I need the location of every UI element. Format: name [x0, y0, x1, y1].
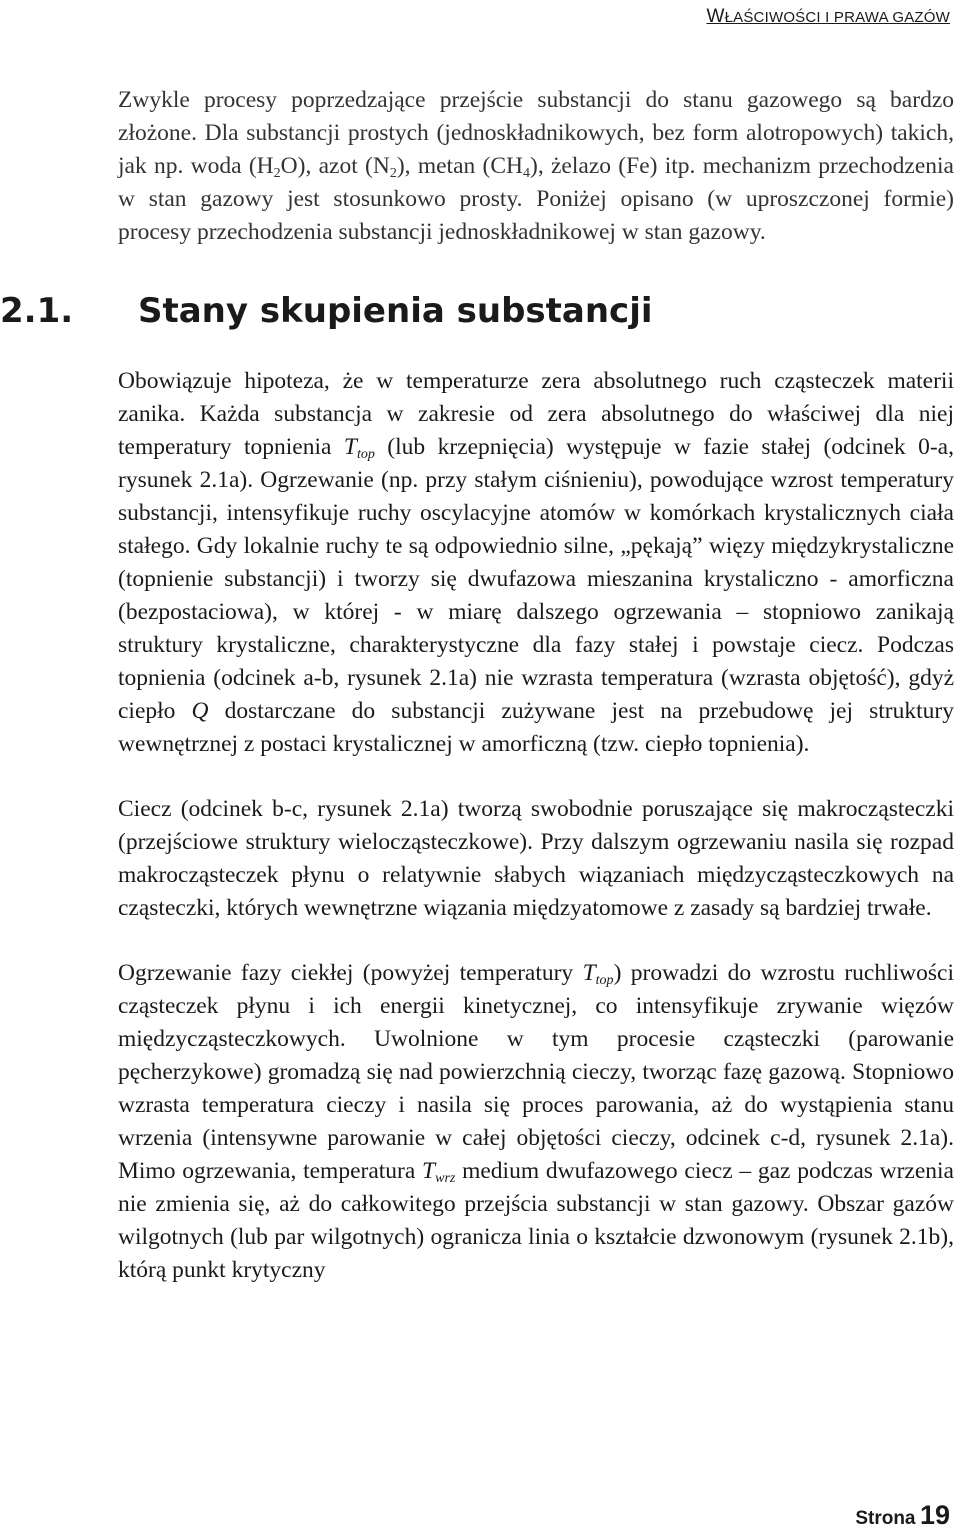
- section-heading: [0, 289, 954, 333]
- text-run: Ogrzewanie fazy ciekłej (powyżej temperatury: [118, 960, 583, 986]
- symbol-Q: Q: [191, 698, 209, 724]
- running-header-rest: ŁAŚCIWOŚCI I PRAWA GAZÓW: [724, 9, 950, 26]
- paragraph-intro: [118, 84, 954, 249]
- symbol-T: T: [582, 960, 596, 986]
- page-content: [0, 84, 954, 1287]
- text-run: dostarczane do substancji zużywane jest na przebudowę jej struktury wewnętrznej z postaci krystalicznej w amorficzną (tzw. ciepło topnienia).: [118, 698, 954, 757]
- text-run: Obowiązuje hipoteza, że w temperaturze zera absolutnego ruch cząsteczek materii zanika. Każda substancja w zakresie od zera absolutnego do właściwej dla niej temperatury topnienia: [118, 368, 954, 460]
- page-label: Strona: [855, 1508, 916, 1529]
- text-run: medium dwufazowego ciecz – gaz podczas wrzenia nie zmienia się, aż do całkowitego przejścia substancji w stan gazowy. Obszar gazów wilgotnych (lub par wilgotnych) ogranicza linia o kształcie dzwonowym (rysunek 2.1b), którą punkt krytyczny: [118, 1158, 954, 1283]
- text-run: (lub krzepnięcia) występuje w fazie stałej (odcinek 0-a, rysunek 2.1a). Ogrzewanie (np. przy stałym ciśnieniu), powodujące wzrost temperatury substancji, intensyfikuje ruchy oscylacyjne atomów w komórkach krystalicznych ciała stałego. Gdy lokalnie ruchy te są odpowiednio silne, „pękają” więzy międzykrystaliczne (topnienie substancji) i tworzy się dwufazowa mieszanina krystaliczno - amorficzna (bezpostaciowa), w której - w miarę dalszego ogrzewania – stopniowo zanikają struktury krystaliczne, charakterystyczne dla fazy stałej i powstaje ciecz. Podczas topnienia (odcinek a-b, rysunek 2.1a) nie wzrasta temperatura (wzrasta objętość), gdyż ciepło: [118, 434, 954, 724]
- text-run: ), metan (CH: [396, 153, 524, 179]
- subscript: 4: [523, 166, 531, 181]
- subscript: 2: [389, 166, 397, 181]
- subscript-top: top: [356, 447, 375, 462]
- text-run: ), żelazo (Fe) itp. mechanizm przechodzenia w stan gazowy jest stosunkowo prosty. Poniżej opisano (w uproszczonej formie) procesy przechodzenia substancji jednoskładnikowej w stan gazowy.: [118, 153, 954, 245]
- paragraph-heating-liquid: [118, 957, 954, 1287]
- paragraph-solid-phase: [118, 365, 954, 761]
- text-run: Zwykle procesy poprzedzające przejście substancji do stanu gazowego są bardzo złożone. Dla substancji prostych (jednoskładnikowych, bez form alotropowych) takich, jak np. woda (H: [118, 87, 954, 179]
- symbol-T: T: [422, 1158, 436, 1184]
- subscript-top: top: [595, 973, 614, 988]
- text-run: O), azot (N: [280, 153, 390, 179]
- section-number: 2.1.: [0, 291, 74, 331]
- running-header: [706, 6, 950, 28]
- page-number: 19: [919, 1500, 950, 1530]
- subscript-wrz: wrz: [435, 1171, 456, 1186]
- symbol-T: T: [343, 434, 357, 460]
- text-run: ) prowadzi do wzrostu ruchliwości cząsteczek płynu i ich energii kinetycznej, co intensyfikuje zrywanie więzów międzycząsteczkowych. Uwolnione w tym procesie cząsteczki (parowanie pęcherzykowe) gromadzą się nad powierzchnią cieczy, tworząc fazę gazową. Stopniowo wzrasta temperatura cieczy i nasila się proces parowania, aż do wystąpienia stanu wrzenia (intensywne parowanie w całej objętości cieczy, odcinek c-d, rysunek 2.1a). Mimo ogrzewania, temperatura: [118, 960, 954, 1184]
- section-title: Stany skupienia substancji: [138, 291, 653, 331]
- subscript: 2: [273, 166, 281, 181]
- paragraph-liquid: Ciecz (odcinek b-c, rysunek 2.1a) tworzą swobodnie poruszające się makrocząsteczki (przejściowe struktury wielocząsteczkowe). Przy dalszym ogrzewaniu nasila się rozpad makrocząsteczek płynu o relatywnie słabych wiązaniach międzycząsteczkowych na cząsteczki, których wewnętrzne wiązania międzyatomowe z zasady są bardziej trwałe.: [118, 796, 954, 921]
- running-header-initial: W: [706, 6, 725, 27]
- page-footer: [855, 1500, 950, 1531]
